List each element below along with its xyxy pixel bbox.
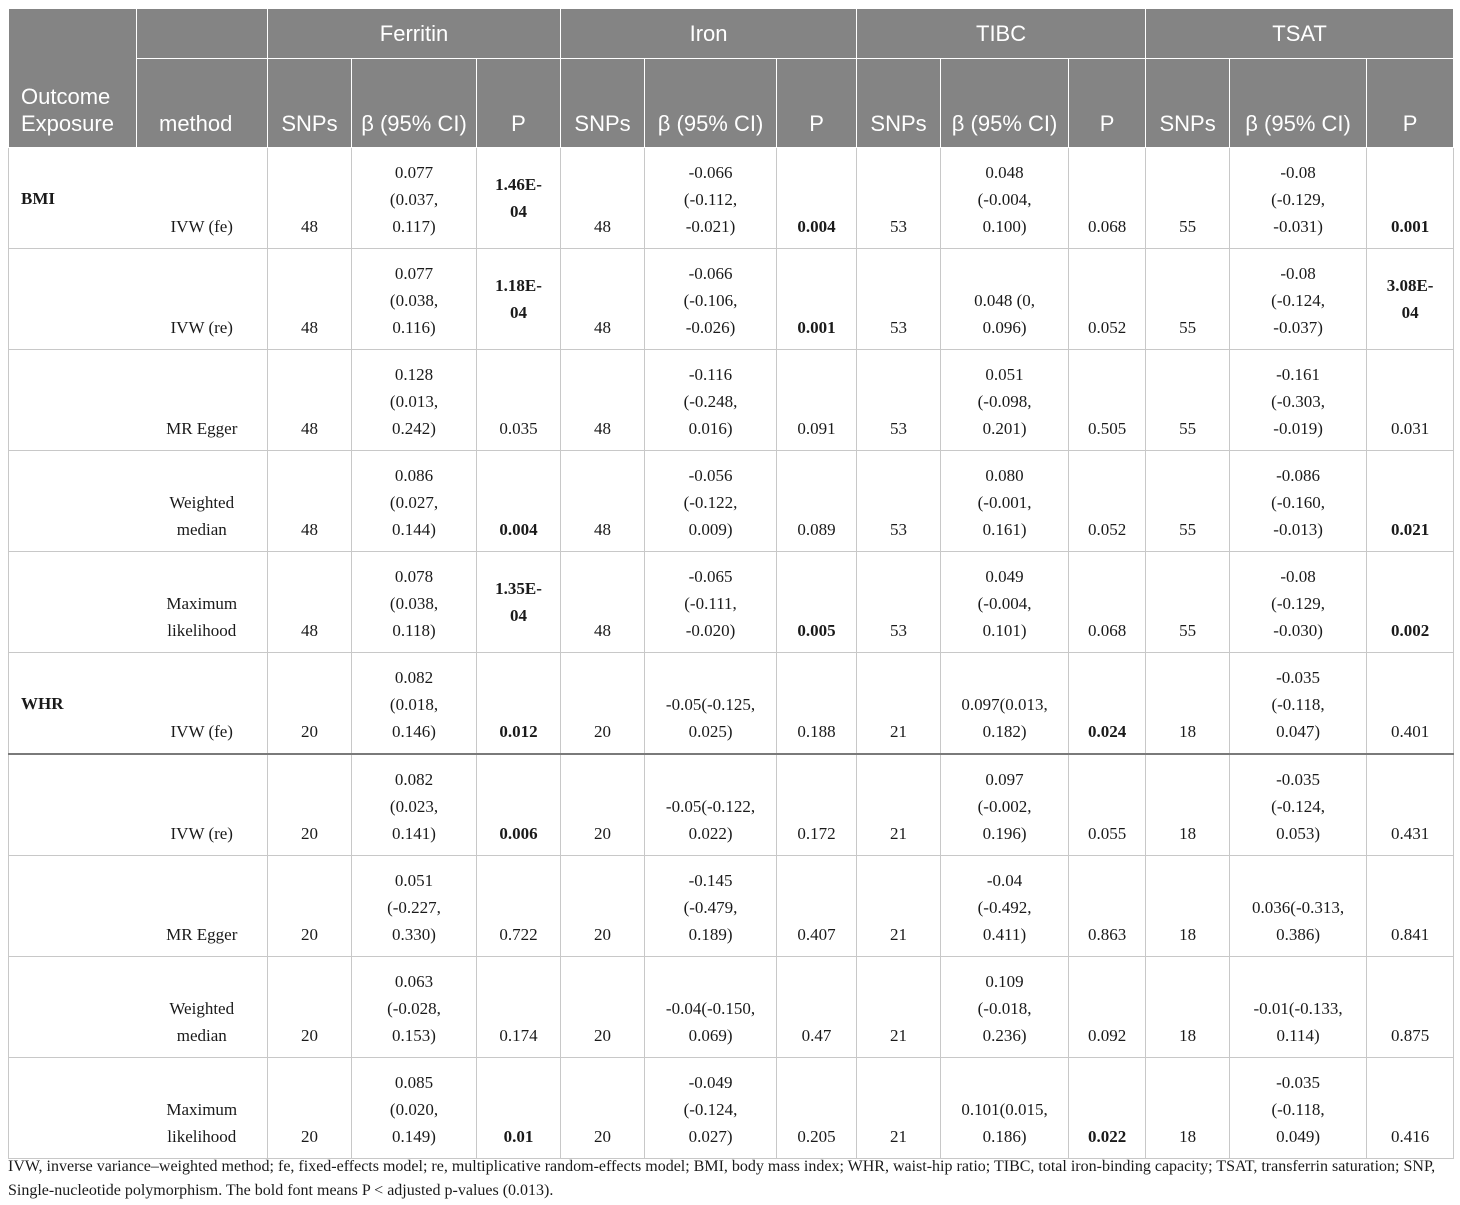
snps-cell: 55 [1146,552,1230,653]
snps-cell: 53 [857,451,941,552]
snps-cell: 20 [561,1058,645,1159]
beta-ci-cell: -0.145 (-0.479, 0.189) [645,856,777,957]
p-cell: 0.172 [777,754,857,856]
snps-header: SNPs [268,59,352,148]
snps-cell: 18 [1146,957,1230,1058]
table-row [9,552,1454,653]
table-row [9,856,1454,957]
table-header [9,9,1454,148]
beta-ci-cell: 0.078 (0.038, 0.118) [352,552,477,653]
table-row [9,957,1454,1058]
snps-cell: 18 [1146,754,1230,856]
exposure-cell: BMI [9,148,137,249]
beta-ci-cell: 0.077 (0.037, 0.117) [352,148,477,249]
group-header-iron: Iron [561,9,857,59]
p-cell: 0.47 [777,957,857,1058]
beta-ci-cell: 0.063 (-0.028, 0.153) [352,957,477,1058]
beta-ci-cell: 0.048 (-0.004, 0.100) [941,148,1069,249]
p-cell: 0.035 [477,350,561,451]
p-cell: 0.012 [477,653,561,755]
outcome-exposure-header: Outcome Exposure [9,9,137,148]
snps-cell: 20 [268,1058,352,1159]
p-cell: 0.052 [1069,451,1146,552]
results-table [8,8,1454,1159]
p-cell: 0.089 [777,451,857,552]
p-header: P [1367,59,1454,148]
beta-ci-cell: 0.109 (-0.018, 0.236) [941,957,1069,1058]
table-row [9,249,1454,350]
beta-ci-cell: -0.05(-0.125, 0.025) [645,653,777,755]
snps-cell: 20 [561,754,645,856]
beta-ci-cell: -0.056 (-0.122, 0.009) [645,451,777,552]
p-cell: 0.052 [1069,249,1146,350]
p-cell: 0.505 [1069,350,1146,451]
beta-ci-cell: -0.116 (-0.248, 0.016) [645,350,777,451]
p-cell: 0.188 [777,653,857,755]
p-cell: 0.092 [1069,957,1146,1058]
beta-ci-cell: -0.08 (-0.124, -0.037) [1230,249,1367,350]
snps-cell: 18 [1146,653,1230,755]
exposure-cell [9,451,137,552]
snps-cell: 20 [561,856,645,957]
method-cell: IVW (fe) [137,148,268,249]
p-cell: 0.002 [1367,552,1454,653]
snps-cell: 48 [268,552,352,653]
p-cell: 0.431 [1367,754,1454,856]
beta-ci-cell: 0.051 (-0.227, 0.330) [352,856,477,957]
snps-cell: 48 [268,451,352,552]
snps-cell: 21 [857,754,941,856]
method-cell: MR Egger [137,856,268,957]
beta-ci-cell: 0.085 (0.020, 0.149) [352,1058,477,1159]
method-cell: IVW (re) [137,249,268,350]
p-cell: 0.407 [777,856,857,957]
method-cell: Weighted median [137,957,268,1058]
table-row [9,148,1454,249]
group-header-ferritin: Ferritin [268,9,561,59]
table-row [9,350,1454,451]
beta-ci-cell: -0.01(-0.133, 0.114) [1230,957,1367,1058]
snps-cell: 20 [268,957,352,1058]
p-cell: 0.875 [1367,957,1454,1058]
beta-ci-cell: 0.097 (-0.002, 0.196) [941,754,1069,856]
snps-cell: 53 [857,350,941,451]
p-cell: 0.022 [1069,1058,1146,1159]
exposure-cell [9,957,137,1058]
beta-ci-cell: 0.082 (0.018, 0.146) [352,653,477,755]
beta-ci-cell: -0.035 (-0.118, 0.047) [1230,653,1367,755]
snps-cell: 21 [857,957,941,1058]
snps-header: SNPs [1146,59,1230,148]
beta-ci-cell: 0.049 (-0.004, 0.101) [941,552,1069,653]
snps-cell: 48 [561,148,645,249]
p-cell: 0.863 [1069,856,1146,957]
method-cell: Weighted median [137,451,268,552]
exposure-cell [9,1058,137,1159]
beta-ci-cell: -0.049 (-0.124, 0.027) [645,1058,777,1159]
snps-cell: 53 [857,148,941,249]
beta-ci-cell: -0.08 (-0.129, -0.030) [1230,552,1367,653]
p-cell: 0.068 [1069,552,1146,653]
beta-ci-cell: -0.05(-0.122, 0.022) [645,754,777,856]
method-cell: MR Egger [137,350,268,451]
table-row [9,1058,1454,1159]
beta-ci-cell: 0.086 (0.027, 0.144) [352,451,477,552]
method-header: method [137,59,268,148]
beta-ci-cell: -0.065 (-0.111, -0.020) [645,552,777,653]
snps-cell: 20 [561,653,645,755]
beta-ci-cell: 0.097(0.013, 0.182) [941,653,1069,755]
p-cell: 0.841 [1367,856,1454,957]
beta-ci-cell: 0.051 (-0.098, 0.201) [941,350,1069,451]
table-body [9,148,1454,1159]
p-cell: 0.401 [1367,653,1454,755]
snps-header: SNPs [857,59,941,148]
p-cell: 0.001 [777,249,857,350]
p-cell: 0.001 [1367,148,1454,249]
beta-ci-cell: -0.04(-0.150, 0.069) [645,957,777,1058]
snps-cell: 55 [1146,249,1230,350]
snps-cell: 48 [561,350,645,451]
snps-cell: 53 [857,552,941,653]
beta-ci-header: β (95% CI) [941,59,1069,148]
p-cell: 0.416 [1367,1058,1454,1159]
snps-cell: 21 [857,856,941,957]
snps-cell: 18 [1146,856,1230,957]
method-cell: Maximum likelihood [137,1058,268,1159]
beta-ci-header: β (95% CI) [645,59,777,148]
beta-ci-cell: 0.048 (0, 0.096) [941,249,1069,350]
exposure-cell [9,552,137,653]
snps-cell: 48 [268,148,352,249]
p-cell: 0.01 [477,1058,561,1159]
blank-header-cell [137,9,268,59]
table-row [9,451,1454,552]
snps-cell: 48 [561,249,645,350]
snps-cell: 18 [1146,1058,1230,1159]
group-header-tibc: TIBC [857,9,1146,59]
snps-header: SNPs [561,59,645,148]
snps-cell: 53 [857,249,941,350]
p-cell: 0.091 [777,350,857,451]
method-cell: IVW (re) [137,754,268,856]
snps-cell: 55 [1146,451,1230,552]
snps-cell: 21 [857,1058,941,1159]
snps-cell: 21 [857,653,941,755]
p-cell: 0.205 [777,1058,857,1159]
snps-cell: 55 [1146,148,1230,249]
snps-cell: 20 [268,856,352,957]
beta-ci-cell: 0.101(0.015, 0.186) [941,1058,1069,1159]
p-header: P [777,59,857,148]
table-footnote: IVW, inverse variance–weighted method; fe, fixed-effects model; re, multiplicative random-effects model; BMI, body mass index; WHR, waist-hip ratio; TIBC, total iron-binding capacity; TSAT, transferrin saturation; SNP, Single-nucleotide polymorphism. The bold font means P < adjusted p-values (0.013). [8,1158,1436,1199]
method-cell: Maximum likelihood [137,552,268,653]
exposure-cell [9,856,137,957]
beta-ci-header: β (95% CI) [352,59,477,148]
snps-cell: 20 [268,754,352,856]
p-header: P [477,59,561,148]
beta-ci-header: β (95% CI) [1230,59,1367,148]
p-cell: 3.08E- 04 [1367,249,1454,350]
p-cell: 0.174 [477,957,561,1058]
p-cell: 0.031 [1367,350,1454,451]
p-cell: 0.005 [777,552,857,653]
snps-cell: 20 [268,653,352,755]
beta-ci-cell: -0.066 (-0.106, -0.026) [645,249,777,350]
snps-cell: 48 [561,552,645,653]
p-cell: 1.46E- 04 [477,148,561,249]
beta-ci-cell: -0.066 (-0.112, -0.021) [645,148,777,249]
snps-cell: 55 [1146,350,1230,451]
p-cell: 0.006 [477,754,561,856]
p-cell: 0.068 [1069,148,1146,249]
snps-cell: 48 [561,451,645,552]
table-row [9,653,1454,755]
beta-ci-cell: -0.04 (-0.492, 0.411) [941,856,1069,957]
p-cell: 0.722 [477,856,561,957]
p-cell: 0.004 [477,451,561,552]
beta-ci-cell: 0.082 (0.023, 0.141) [352,754,477,856]
beta-ci-cell: 0.077 (0.038, 0.116) [352,249,477,350]
beta-ci-cell: 0.080 (-0.001, 0.161) [941,451,1069,552]
p-cell: 1.35E- 04 [477,552,561,653]
p-cell: 0.024 [1069,653,1146,755]
p-header: P [1069,59,1146,148]
beta-ci-cell: -0.035 (-0.118, 0.049) [1230,1058,1367,1159]
beta-ci-cell: -0.08 (-0.129, -0.031) [1230,148,1367,249]
p-cell: 1.18E- 04 [477,249,561,350]
beta-ci-cell: -0.086 (-0.160, -0.013) [1230,451,1367,552]
snps-cell: 48 [268,249,352,350]
beta-ci-cell: -0.035 (-0.124, 0.053) [1230,754,1367,856]
beta-ci-cell: 0.128 (0.013, 0.242) [352,350,477,451]
snps-cell: 48 [268,350,352,451]
exposure-cell [9,754,137,856]
p-cell: 0.055 [1069,754,1146,856]
group-header-tsat: TSAT [1146,9,1454,59]
method-cell: IVW (fe) [137,653,268,755]
snps-cell: 20 [561,957,645,1058]
exposure-cell [9,350,137,451]
table-row [9,754,1454,856]
exposure-cell [9,249,137,350]
beta-ci-cell: -0.161 (-0.303, -0.019) [1230,350,1367,451]
beta-ci-cell: 0.036(-0.313, 0.386) [1230,856,1367,957]
p-cell: 0.021 [1367,451,1454,552]
p-cell: 0.004 [777,148,857,249]
exposure-cell: WHR [9,653,137,755]
